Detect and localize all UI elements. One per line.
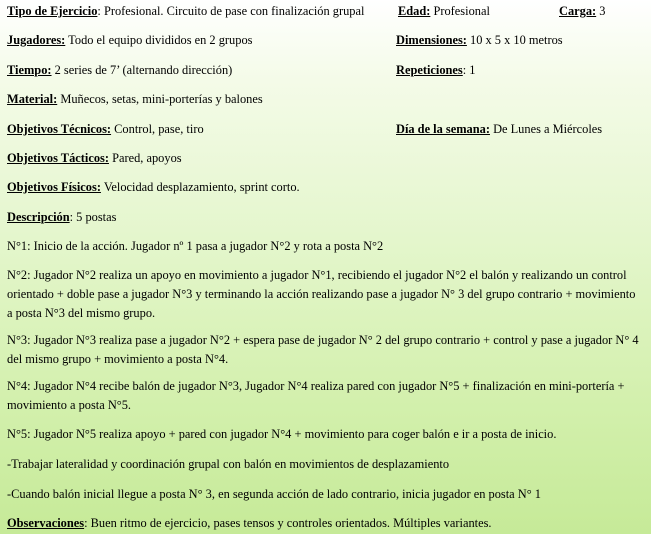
posta-2: N°2: Jugador N°2 realiza un apoyo en movimiento a jugador N°1, recibiendo el jugador N°2 el balón y realizando un control orientado + doble pase a jugador N°3 y terminando la acción realizando pase a jugador N° 3 del grupo contrario + movimiento a posta N°3 del mismo grupo.: [7, 268, 636, 320]
objetivos-fisicos-label: Objetivos Físicos:: [7, 180, 101, 194]
objetivos-tacticos-value: Pared, apoyos: [108, 151, 182, 165]
dimensiones-label: Dimensiones:: [396, 33, 467, 47]
objetivos-fisicos-value: Velocidad desplazamiento, sprint corto.: [100, 180, 300, 194]
material-value: Muñecos, setas, mini-porterías y balones: [57, 92, 263, 106]
objetivos-tecnicos-value: Control, pase, tiro: [111, 122, 204, 136]
jugadores-value: Todo el equipo divididos en 2 grupos: [65, 33, 253, 47]
dimensiones-value: 10 x 5 x 10 metros: [466, 33, 563, 47]
tipo-label: Tipo de Ejercicio: [7, 4, 98, 18]
tiempo-row: [7, 63, 232, 78]
dia-semana-value: De Lunes a Miércoles: [489, 122, 603, 136]
repeticiones-value: : 1: [462, 63, 476, 77]
descripcion-label: Descripción: [7, 210, 70, 224]
posta-1: N°1: Inicio de la acción. Jugador nº 1 pasa a jugador N°2 y rota a posta N°2: [7, 239, 384, 253]
posta-4: N°4: Jugador N°4 recibe balón de jugador N°3, Jugador N°4 realiza pared con jugador N°5 + finalización en mini-portería + movimiento a posta N°5.: [7, 379, 625, 412]
descripcion-value: : 5 postas: [69, 210, 117, 224]
objetivos-tecnicos-row: [7, 122, 204, 137]
repeticiones-label: Repeticiones: [396, 63, 463, 77]
nota-balon-inicial: -Cuando balón inicial llegue a posta N° 3, en segunda acción de lado contrario, inicia jugador en posta N° 1: [7, 487, 541, 501]
observaciones-label: Observaciones: [7, 516, 85, 530]
observaciones-row: [7, 516, 492, 531]
edad-row: [398, 4, 490, 19]
edad-label: Edad:: [398, 4, 431, 18]
objetivos-fisicos-row: [7, 180, 300, 195]
objetivos-tacticos-label: Objetivos Tácticos:: [7, 151, 109, 165]
jugadores-label: Jugadores:: [7, 33, 66, 47]
nota-lateralidad: -Trabajar lateralidad y coordinación grupal con balón en movimientos de desplazamiento: [7, 457, 450, 471]
carga-row: [559, 4, 605, 19]
observaciones-value: : Buen ritmo de ejercicio, pases tensos y controles orientados. Múltiples variantes.: [84, 516, 492, 530]
dia-semana-label: Día de la semana:: [396, 122, 490, 136]
tiempo-value: 2 series de 7’ (alternando dirección): [51, 63, 233, 77]
carga-value: 3: [596, 4, 606, 18]
material-label: Material:: [7, 92, 58, 106]
material-row: [7, 92, 263, 107]
tiempo-label: Tiempo:: [7, 63, 52, 77]
edad-value: Profesional: [430, 4, 490, 18]
objetivos-tecnicos-label: Objetivos Técnicos:: [7, 122, 112, 136]
dimensiones-row: [396, 33, 563, 48]
carga-label: Carga:: [559, 4, 597, 18]
objetivos-tacticos-row: [7, 151, 182, 166]
dia-semana-row: [396, 122, 602, 137]
tipo-ejercicio-row: [7, 4, 364, 19]
posta-3: N°3: Jugador N°3 realiza pase a jugador N°2 + espera pase de jugador N° 2 del grupo contrario + control y pase a jugador N° 4 del mismo grupo + movimiento a posta N°4.: [7, 333, 639, 366]
descripcion-row: [7, 210, 116, 225]
posta-5: N°5: Jugador N°5 realiza apoyo + pared con jugador N°4 + movimiento para coger balón e ir a posta de inicio.: [7, 427, 557, 441]
repeticiones-row: [396, 63, 476, 78]
tipo-value: : Profesional. Circuito de pase con finalización grupal: [97, 4, 365, 18]
jugadores-row: [7, 33, 252, 48]
